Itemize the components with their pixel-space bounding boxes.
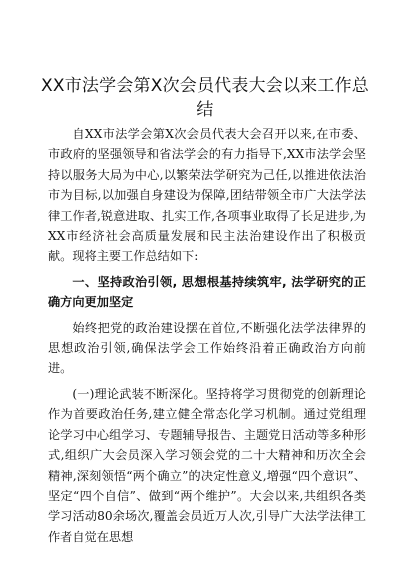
section-intro-paragraph: 始终把党的政治建设摆在首位,不断强化法学法律界的思想政治引领,确保法学会工作始终沿着正确政治方向前进。 [48, 320, 366, 376]
subsection-paragraph: (一)理论武装不断深化。坚持将学习贯彻党的创新理论作为首要政治任务,建立健全常态化学习机制。通过党组理论学习中心组学习、专题辅导报告、主题党日活动等多种形式,组织广大会员深入学习领会党的二十大精神和历次全会精神,深刻领悟“两个确立”的决定性意义,增强“四个意识”、坚定“四个自信”、做到“两个维护”。大会以来,共组织各类学习活动80余场次,覆盖会员近万人次,引导广大法学法律工作者自觉在思想 [48, 386, 366, 544]
intro-paragraph: 自XX市法学会第X次会员代表大会召开以来,在市委、市政府的坚强领导和省法学会的有力指导下,XX市法学会坚持以服务大局为中心,以繁荣法学研究为己任,以推进依法治市为目标,以加强自身建设为保障,团结带领全市广大法学法律工作者,锐意进取、扎实工作,各项事业取得了长足进步,为XX市经济社会高质量发展和民主法治建设作出了积极贡献。现将主要工作总结如下: [48, 127, 366, 264]
section-heading: 一、坚持政治引领, 思想根基持续筑牢, 法学研究的正确方向更加坚定 [48, 274, 366, 310]
document-title: XX市法学会第X次会员代表大会以来工作总结 [41, 76, 369, 120]
document-body [48, 124, 366, 552]
